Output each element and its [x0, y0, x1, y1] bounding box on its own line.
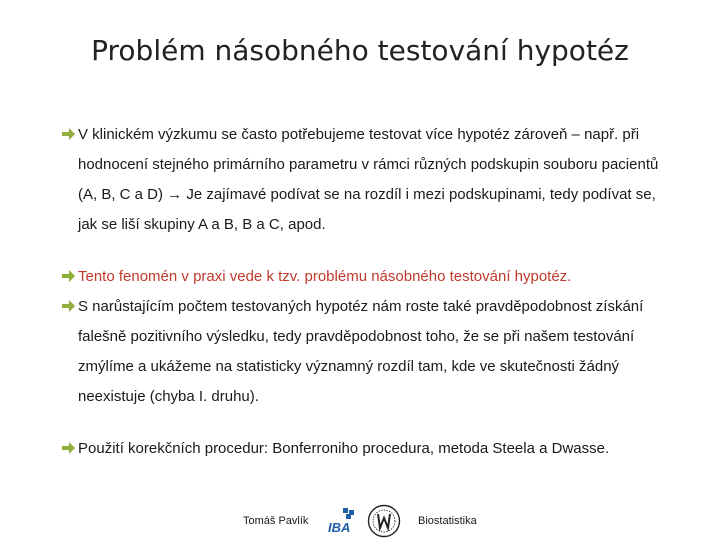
bullet-item: [62, 434, 672, 464]
bullet-text: Použití korekčních procedur: Bonferroniho procedura, metoda Steela a Dwasse.: [78, 440, 610, 457]
footer-author: Tomáš Pavlík: [243, 515, 309, 527]
bullet-text: S narůstajícím počtem testovaných hypotéz nám roste také pravděpodobnost získání falešně pozitivního výsledku, tedy pravděpodobnost toho, že se při našem testování zmýlíme a ukážeme na statisticky významný rozdíl tam, kde ve skutečnosti žádný neexistuje (chyba I. druhu).: [78, 298, 644, 405]
bullet-arrow-icon: [62, 442, 75, 454]
slide-footer: [0, 500, 720, 540]
slide-title: Problém násobného testování hypotéz: [91, 34, 629, 67]
university-seal-icon: [367, 504, 401, 538]
bullet-list: [62, 120, 672, 464]
bullet-item: [62, 292, 672, 412]
bullet-item: [62, 120, 672, 240]
bullet-arrow-icon: [62, 300, 75, 312]
iba-logo-text: IBA: [328, 520, 351, 534]
iba-logo-icon: [327, 508, 357, 534]
footer-subject: Biostatistika: [418, 515, 477, 527]
bullet-text: Tento fenomén v praxi vede k tzv. problému násobného testování hypotéz.: [78, 268, 572, 285]
bullet-text: V klinickém výzkumu se často potřebujeme testovat více hypotéz zároveň – např. při hodnocení stejného primárního parametru v rámci různých podskupin souboru pacientů (A, B, C a D) → Je zajímavé podívat se na rozdíl i mezi podskupinami, tedy podívat se, jak se liší skupiny A a B, B a C, apod.: [78, 126, 659, 233]
bullet-item: [62, 262, 672, 292]
bullet-arrow-icon: [62, 128, 75, 140]
bullet-arrow-icon: [62, 270, 75, 282]
